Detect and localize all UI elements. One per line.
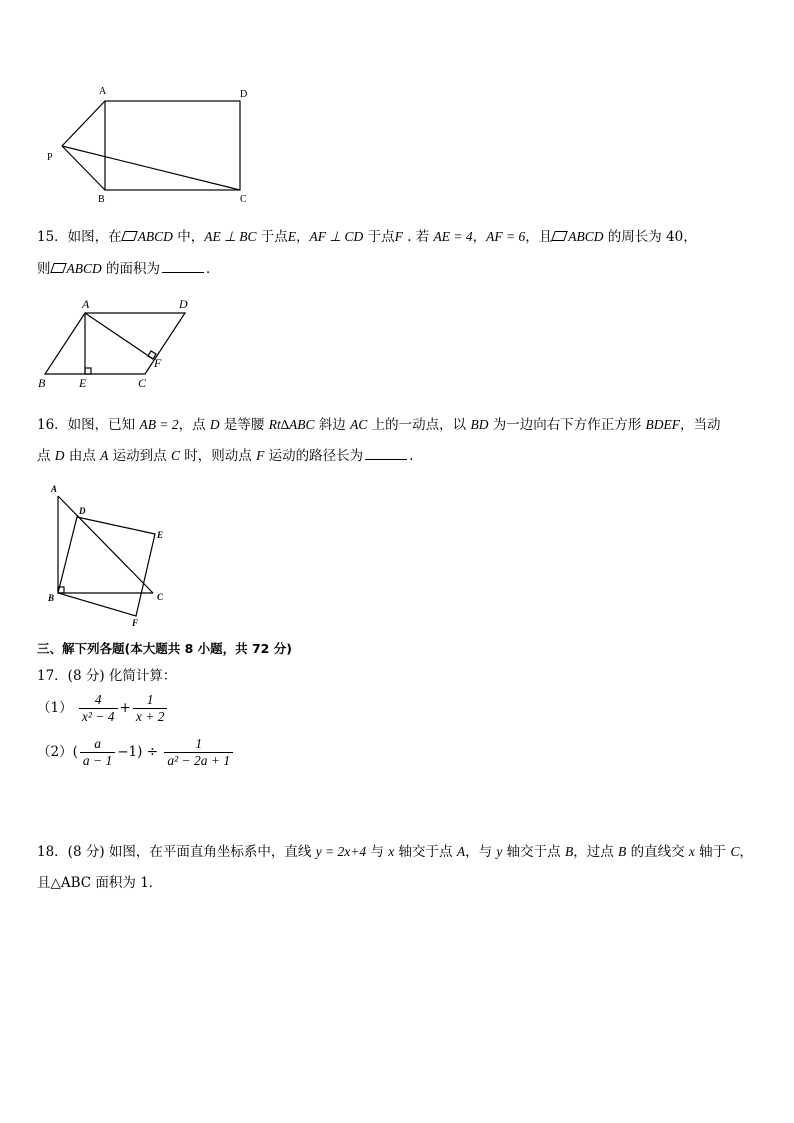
figure-16-diagram	[40, 480, 180, 630]
label-b: B	[48, 593, 55, 603]
question-17-part-1: （1） $\frac{4}{\text{x² − 4}}$ + $\frac{1}{x + 2}$	[37, 692, 169, 725]
parallelogram-symbol	[50, 263, 67, 273]
label-a: A	[99, 86, 107, 97]
section-3-heading: 三、解下列各题(本大题共 8 小题，共 72 分)	[37, 641, 292, 656]
segment-pa	[62, 101, 105, 146]
label-e: E	[157, 530, 164, 540]
question-16-line-2: 点 D 由点 A 运动到点 C 时，则动点 F 运动的路径长为 .	[37, 448, 414, 464]
label-d: D	[179, 297, 188, 311]
fraction-3: $\frac{a}{a - 1}$	[80, 736, 115, 769]
fraction-1: $\frac{4}{\text{x² − 4}}$	[79, 692, 118, 725]
fraction-2: $\frac{1}{x + 2}$	[133, 692, 168, 725]
fraction-4: $\frac{1}{\text{a² − 2a + 1}}$	[164, 736, 233, 769]
question-17-part-2: （2）( $\frac{a}{a - 1}$ −1) ÷ $\frac{1}{\text{a² − 2a + 1}}$	[37, 736, 235, 769]
segment-pc	[62, 146, 240, 190]
label-c: C	[138, 376, 147, 390]
label-e: E	[79, 376, 87, 390]
question-16-line-1: 16．如图，已知 AB = 2，点 D 是等腰 Rt∆ABC 斜边 AC 上的一动点，以 BD 为一边向右下方作正方形 BDEF，当动	[37, 417, 721, 433]
answer-blank	[162, 260, 204, 273]
label-a: A	[82, 297, 90, 311]
label-f: F	[154, 356, 162, 370]
segment-af	[85, 313, 153, 359]
square-bdef	[58, 517, 155, 616]
rectangle-abcd	[105, 101, 240, 190]
segment-pb	[62, 146, 105, 190]
question-18-line-2: 且△ABC 面积为 1．	[37, 875, 163, 891]
question-15-line-1: 15．如图，在 ABCD 中，AE ⊥ BC 于点E，AF ⊥ CD 于点F . 若 AE = 4，AF = 6，且 ABCD 的周长为 40，	[37, 229, 697, 245]
parallelogram-symbol	[551, 231, 568, 241]
label-c: C	[157, 592, 164, 602]
label-d: D	[240, 89, 248, 100]
label-f: F	[132, 618, 139, 628]
label-b: B	[38, 376, 46, 390]
question-15-line-2: 则 ABCD 的面积为 ．	[37, 261, 220, 277]
label-p: P	[47, 152, 53, 163]
segment-ac	[58, 496, 153, 593]
figure-15-diagram	[35, 295, 200, 390]
right-angle-e	[85, 368, 91, 374]
parallelogram-abcd	[45, 313, 185, 374]
label-a: A	[51, 484, 58, 494]
parallelogram-symbol	[121, 231, 138, 241]
label-c: C	[240, 194, 247, 205]
figure-14-diagram	[40, 82, 260, 207]
label-b: B	[98, 194, 105, 205]
label-d: D	[79, 506, 86, 516]
question-17-title: 17．(8 分) 化简计算：	[37, 668, 177, 684]
question-18-line-1: 18．(8 分) 如图，在平面直角坐标系中，直线 y = 2x+4 与 x 轴交于点 A，与 y 轴交于点 B，过点 B 的直线交 x 轴于 C，	[37, 844, 753, 860]
answer-blank	[365, 447, 407, 460]
